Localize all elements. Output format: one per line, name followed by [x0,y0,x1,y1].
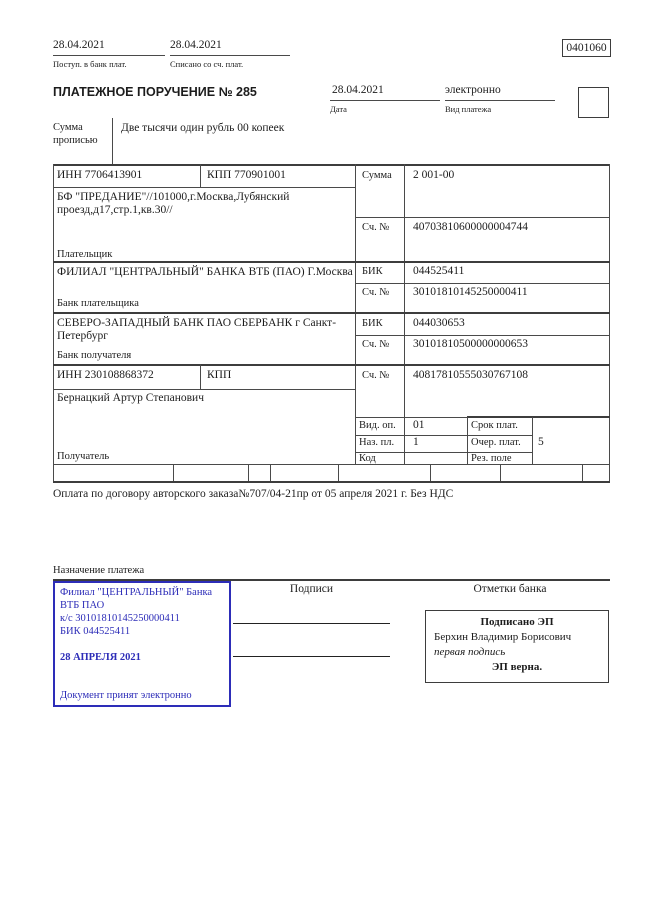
tax-row-divider-7 [582,464,583,481]
reserve-label: Рез. поле [471,453,512,464]
payee-kpp: КПП [207,369,232,381]
tax-row-divider-2 [248,464,249,481]
received-date-underline [53,55,165,56]
payment-kind-label: Вид платежа [445,104,492,114]
payer-inn-row-line [53,187,355,188]
payer-bank-bik-label: БИК [362,266,383,277]
tax-row-divider-5 [430,464,431,481]
received-date-label: Поступ. в банк плат. [53,59,127,69]
stamp-bank-line1: Филиал "ЦЕНТРАЛЬНЫЙ" Банка [60,587,213,598]
payer-account-label: Сч. № [362,222,390,233]
table-col-divider-labels [404,164,405,465]
priority-value: 5 [538,436,544,448]
payee-bank-name: СЕВЕРО-ЗАПАДНЫЙ БАНК ПАО СБЕРБАНК г Санкт-Петербург [57,317,337,343]
payment-kind-underline [445,100,555,101]
op-kind-label: Вид. оп. [359,420,396,431]
payee-bank-bik-row-line [355,335,610,336]
payer-bank-bik-value: 044525411 [413,265,465,277]
purpose-label: Назначение платежа [53,565,145,576]
tax-row-divider-6 [500,464,501,481]
payer-label: Плательщик [57,249,113,260]
payer-bank-name: ФИЛИАЛ "ЦЕНТРАЛЬНЫЙ" БАНКА ВТБ (ПАО) Г.Москва [57,266,353,278]
date-field-label: Дата [330,104,347,114]
payee-account-label: Сч. № [362,370,390,381]
purpose-code-label: Наз. пл. [359,437,395,448]
payer-section-line [53,261,610,263]
payee-label: Получатель [57,451,110,462]
amount-words-value: Две тысячи один рубль 00 копеек [121,122,285,134]
purpose-code-value: 1 [413,436,419,448]
payee-account-value: 40817810555030767108 [413,369,528,381]
signatures-label: Подписи [289,583,334,595]
subtable-divider-2 [532,417,533,465]
bank-stamp [53,581,231,707]
payee-inn: ИНН 230108868372 [57,369,154,381]
payer-bank-bik-row-line [355,283,610,284]
status-checkbox [578,87,609,118]
payee-bank-bik-value: 044030653 [413,317,465,329]
payment-kind-value: электронно [445,84,501,96]
table-right-line [609,164,610,483]
payee-name: Бернацкий Артур Степанович [57,392,204,404]
tax-row-top-line [53,464,610,465]
payer-bank-account-label: Сч. № [362,287,390,298]
signature-line-2 [233,656,390,657]
date-field-value: 28.04.2021 [332,84,384,96]
payee-inn-kpp-divider [200,364,201,389]
stamp-bank-line2: ВТБ ПАО [60,600,105,612]
payer-kpp: КПП 770901001 [207,169,286,181]
debited-date-value: 28.04.2021 [170,39,222,51]
document-title: ПЛАТЕЖНОЕ ПОРУЧЕНИЕ № 285 [53,85,257,99]
payee-bank-account-label: Сч. № [362,339,390,350]
payer-sum-row-line [355,217,610,218]
subtable-top-line-right [467,416,610,418]
payer-account-value: 40703810600000004744 [413,221,528,233]
purpose-text: Оплата по договору авторского заказа№707/04-21пр от 05 апреля 2021 г. Без НДС [53,488,454,500]
bank-marks-label: Отметки банка [473,583,547,595]
table-left-line [53,164,54,483]
payee-bank-account-value: 30101810500000000653 [413,338,528,350]
debited-date-label: Списано со сч. плат. [170,59,244,69]
subtable-row-line-1 [355,435,532,436]
priority-label: Очер. плат. [471,437,521,448]
table-col-divider-main [355,164,356,465]
debited-date-underline [170,55,290,56]
esign-box [425,610,609,683]
payer-bank-label: Банк плательщика [57,298,139,309]
table-top-line [53,164,610,166]
esign-valid-text: ЭП верна. [491,660,543,673]
payer-bank-section-line [53,312,610,314]
subtable-top-line-left [355,417,467,418]
esign-signer-name: Берхин Владимир Борисович [434,630,572,643]
payer-bank-account-value: 30101810145250000411 [413,286,528,298]
stamp-bik: БИК 044525411 [60,626,131,638]
signature-line-1 [233,623,390,624]
esign-title: Подписано ЭП [480,616,554,628]
code-label: Код [359,453,376,464]
op-kind-value: 01 [413,419,425,431]
esign-signer-role: первая подпись [434,645,506,658]
amount-words-label: Сумма прописью [53,122,98,146]
payee-bank-section-line [53,364,610,366]
payee-bank-label: Банк получателя [57,350,132,361]
payer-inn: ИНН 7706413901 [57,169,143,181]
tax-row-divider-4 [338,464,339,481]
payee-inn-row-line [53,389,355,390]
payer-inn-kpp-divider [200,164,201,187]
date-field-underline [330,100,440,101]
tax-row-divider-1 [173,464,174,481]
stamp-corr-account: к/с 30101810145250000411 [60,613,180,625]
stamp-note: Документ принят электронно [60,689,192,701]
payee-bank-bik-label: БИК [362,318,383,329]
tax-row-divider-3 [270,464,271,481]
form-code-box: 0401060 [562,39,611,57]
received-date-value: 28.04.2021 [53,39,105,51]
payer-sum-label: Сумма [362,170,392,181]
payer-sum-value: 2 001-00 [413,169,455,181]
amount-words-divider [112,118,113,165]
payer-name: БФ "ПРЕДАНИЕ"//101000,г.Москва,Лубянский проезд,д17,стр.1,кв.30// [57,191,290,217]
tax-row-bottom-line [53,481,610,483]
due-label: Срок плат. [471,420,518,431]
subtable-divider-1 [467,417,468,465]
stamp-date: 28 АПРЕЛЯ 2021 [60,651,141,663]
